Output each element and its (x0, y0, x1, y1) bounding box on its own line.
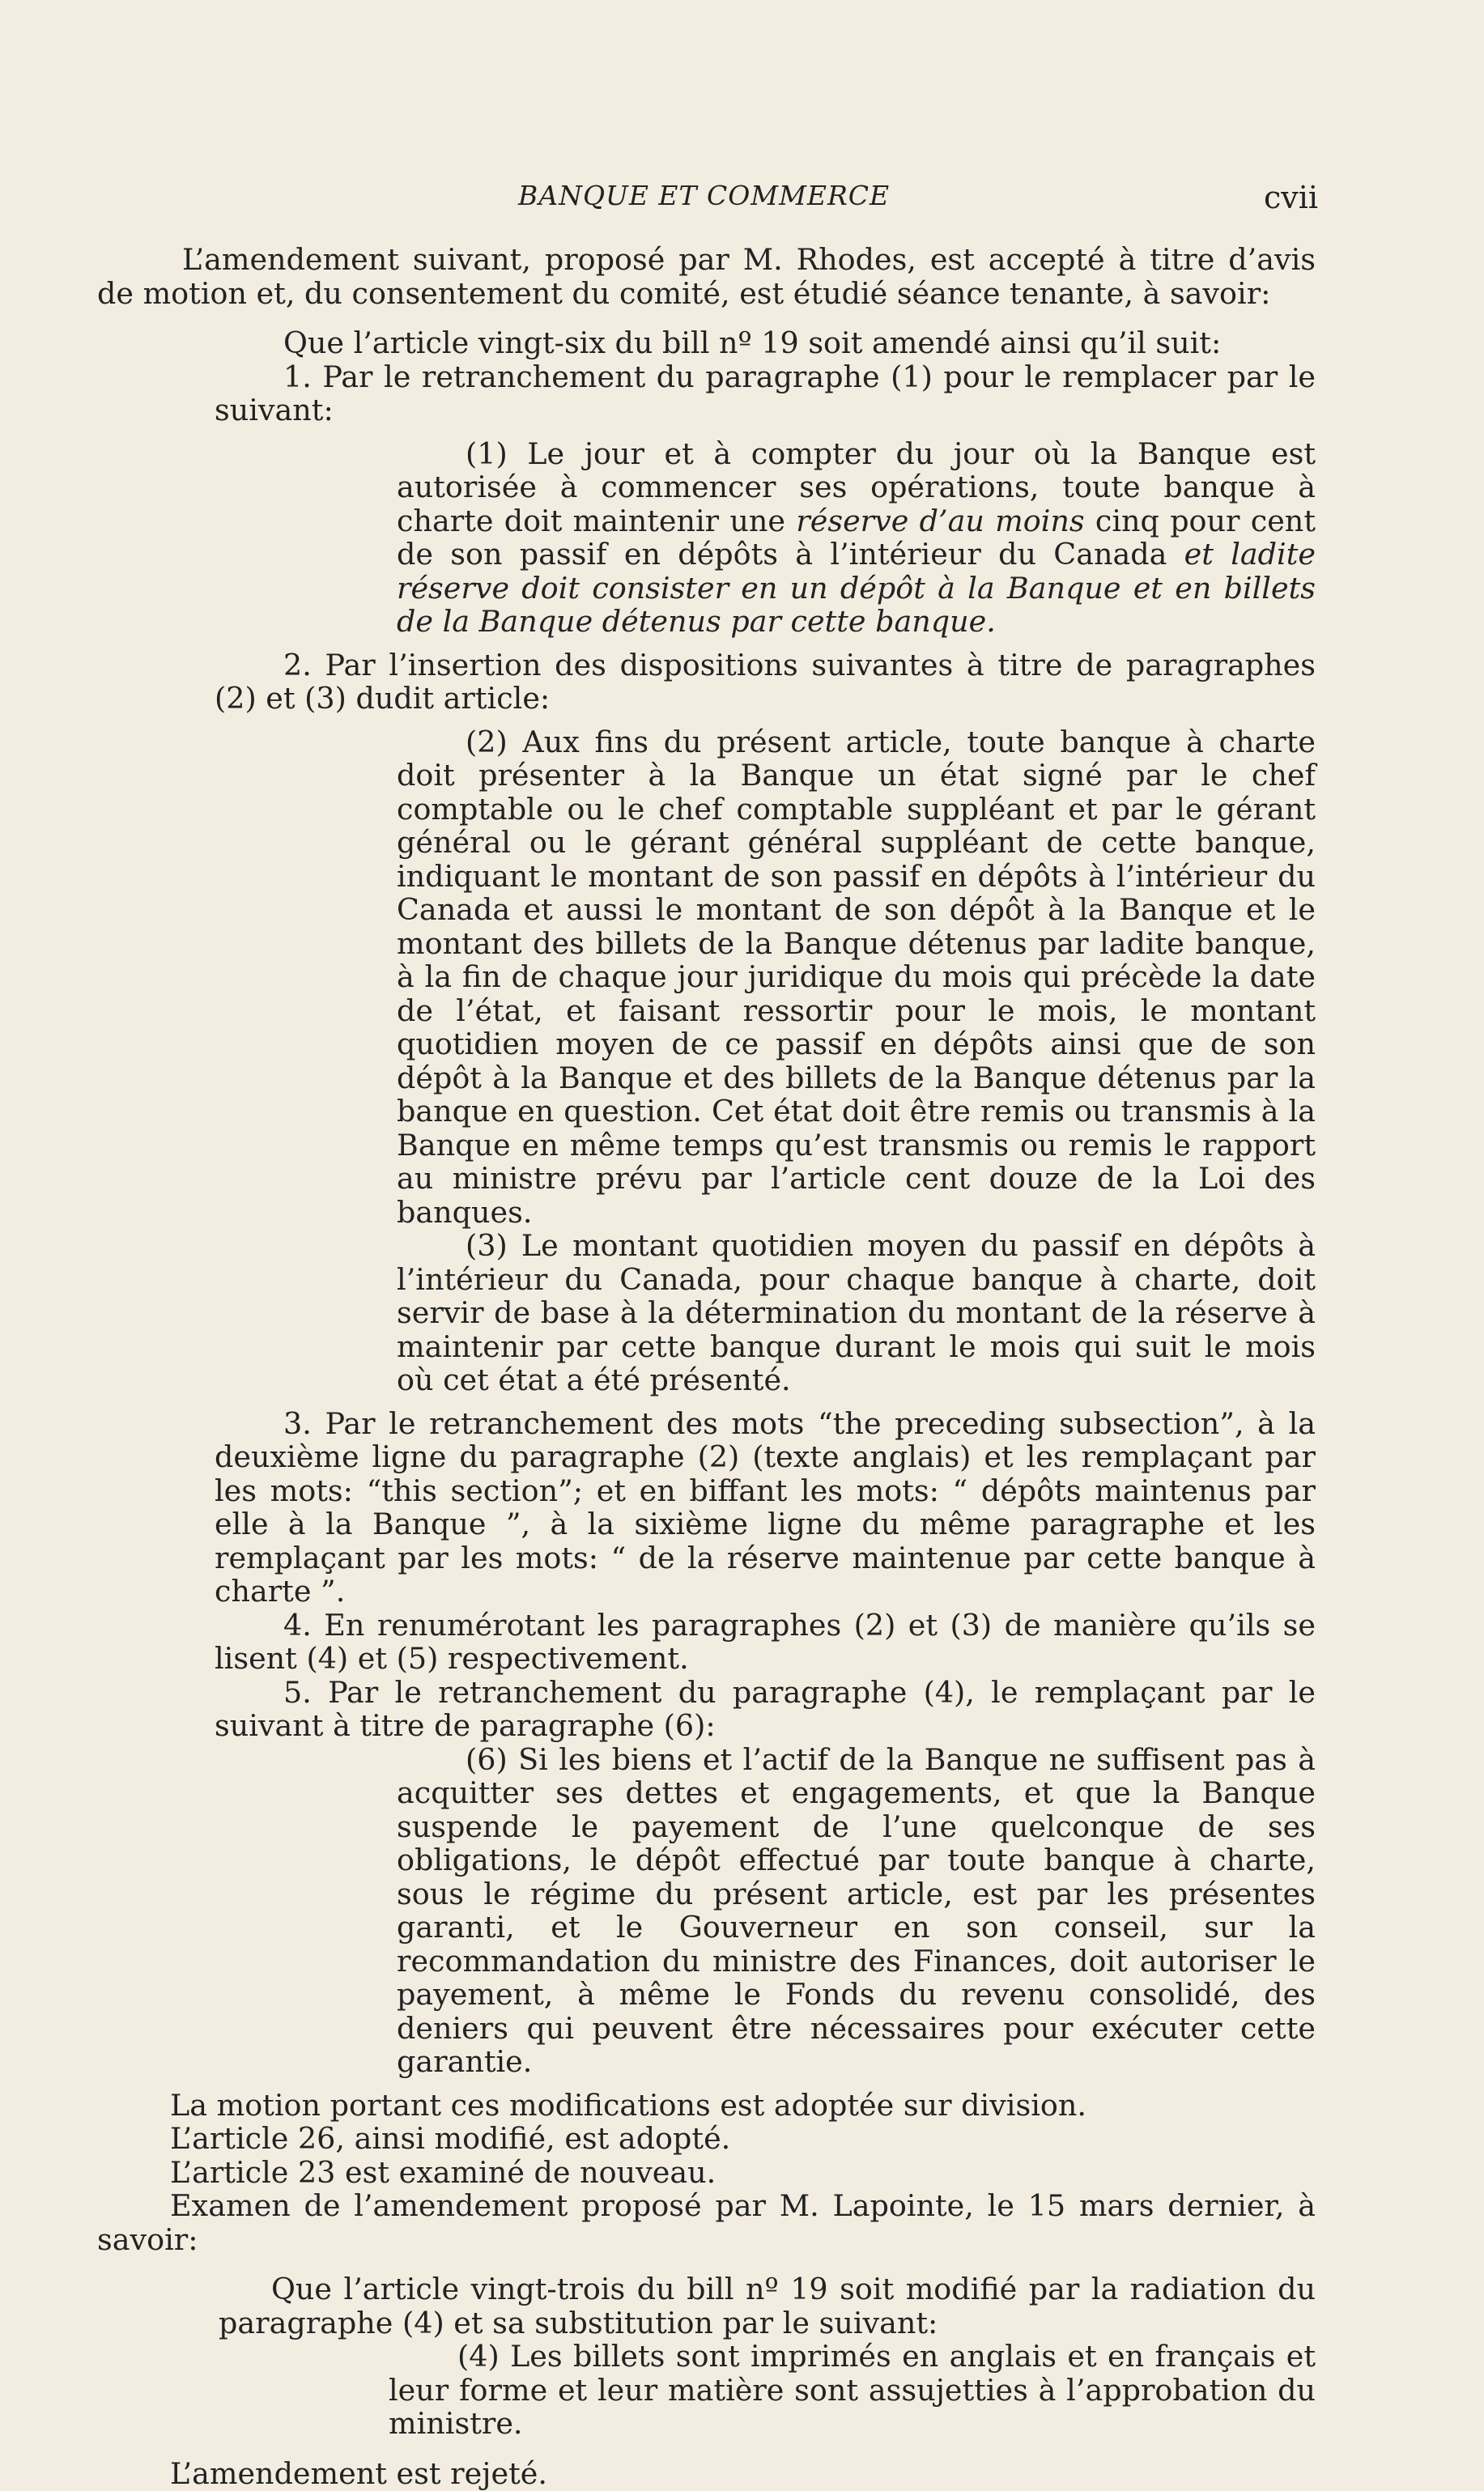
paragraph-item-1: 1. Par le retranchement du paragraphe (1) pour le remplacer par le suivant: (215, 359, 1316, 427)
paragraph-motion-adopted: La motion portant ces modifications est adoptée sur division. (170, 2087, 1086, 2123)
paragraph-article-26-adopted: L’article 26, ainsi modifié, est adopté. (170, 2121, 731, 2156)
lapointe-amendment-block (219, 2272, 1316, 2441)
paragraph-item-2: 2. Par l’insertion des dispositions suivantes à titre de paragraphes (2) et (3) dudit article: (215, 647, 1316, 716)
paragraph-item-3: 3. Par le retranchement des mots “the preceding subsection”, à la deuxième ligne du paragraphe (2) (texte anglais) et les remplaçant par les mots: “this section”; et en biffant les mots: “ dépôts maintenus par elle à la Banque ”, à la sixième ligne du même paragraphe et les remplaçant par les mots: “ de la réserve maintenue par cette banque à charte ”. (215, 1405, 1316, 1609)
subsection-3: (3) Le montant quotidien moyen du passif en dépôts à l’intérieur du Canada, pour chaque banque à charte, doit servir de base à la détermination du montant de la réserve à maintenir par cette banque durant le mois qui suit le mois où cet état a été présenté. (397, 1228, 1316, 1397)
subsection-6: (6) Si les biens et l’actif de la Banque ne suffisent pas à acquitter ses dettes et engagements, et que la Banque suspende le payement de l’une quelconque de ses obligations, le dépôt effectué par toute banque à charte, sous le régime du présent article, est par les présentes garanti, et le Gouverneur en son conseil, sur la recommandation du ministre des Finances, doit autoriser le payement, à même le Fonds du revenu consolidé, des deniers qui peuvent être nécessaires pour exécuter cette garantie. (397, 1741, 1316, 2079)
paragraph-que-article-23: Que l’article vingt-trois du bill nº 19 soit modifié par la radiation du paragraphe (4) et sa substitution par le suivant: (219, 2272, 1316, 2340)
paragraph-item-5: 5. Par le retranchement du paragraphe (4), le remplaçant par le suivant à titre de paragraphe (6): (215, 1674, 1316, 1743)
subsection-1-text-c: cinq pour cent de son passif en dépôts à l’intérieur du Canada (397, 503, 1316, 572)
paragraph-article-23-reexamined: L’article 23 est examiné de nouveau. (170, 2154, 716, 2190)
subsection-4-billets: (4) Les billets sont imprimés en anglais et en français et leur forme et leur matière sont assujetties à l’approbation du ministre. (389, 2339, 1316, 2441)
subsection-1-text-b: réserve d’au moins (796, 503, 1085, 538)
paragraph-intro: L’amendement suivant, proposé par M. Rhodes, est accepté à titre d’avis de motion et, du consentement du comité, est étudié séance tenante, à savoir: (97, 242, 1316, 311)
running-title: BANQUE ET COMMERCE (518, 180, 891, 211)
paragraph-que-article-26: Que l’article vingt-six du bill nº 19 soit amendé ainsi qu’il suit: (283, 325, 1222, 360)
amendment-block (215, 326, 1316, 2079)
subsection-2: (2) Aux fins du présent article, toute banque à charte doit présenter à la Banque un état signé par le chef comptable ou le chef comptable suppléant et par le gérant général ou le gérant général suppléant de cette banque, indiquant le montant de son passif en dépôts à l’intérieur du Canada et aussi le montant de son dépôt à la Banque et le montant des billets de la Banque détenus par ladite banque, à la fin de chaque jour juridique du mois qui précède la date de l’état, et faisant ressortir pour le mois, le montant quotidien moyen de ce passif en dépôts ainsi que de son dépôt à la Banque et des billets de la Banque détenus par la banque en question. Cet état doit être remis ou transmis à la Banque en même temps qu’est transmis ou remis le rapport au ministre prévu par l’article cent douze de la Loi des banques. (397, 724, 1316, 1230)
paragraph-amendment-rejected: L’amendement est rejeté. (170, 2455, 547, 2491)
paragraph-item-4: 4. En renumérotant les paragraphes (2) et (3) de manière qu’ils se lisent (4) et (5) respectivement. (215, 1607, 1316, 1676)
page-number: cvii (1263, 180, 1318, 215)
subsection-1 (397, 437, 1316, 639)
document-body (97, 243, 1316, 2490)
subsection-1-text-a: (1) Le jour et à compter du jour où la Banque est autorisée à commencer ses opérations, toute banque à charte doit maintenir une (397, 436, 1316, 538)
subsection-1-text-d: et ladite réserve doit consister en un dépôt à la Banque et en billets de la Banque détenus par cette banque. (397, 537, 1316, 639)
paragraph-lapointe-amendment: Examen de l’amendement proposé par M. Lapointe, le 15 mars dernier, à savoir: (97, 2188, 1316, 2257)
